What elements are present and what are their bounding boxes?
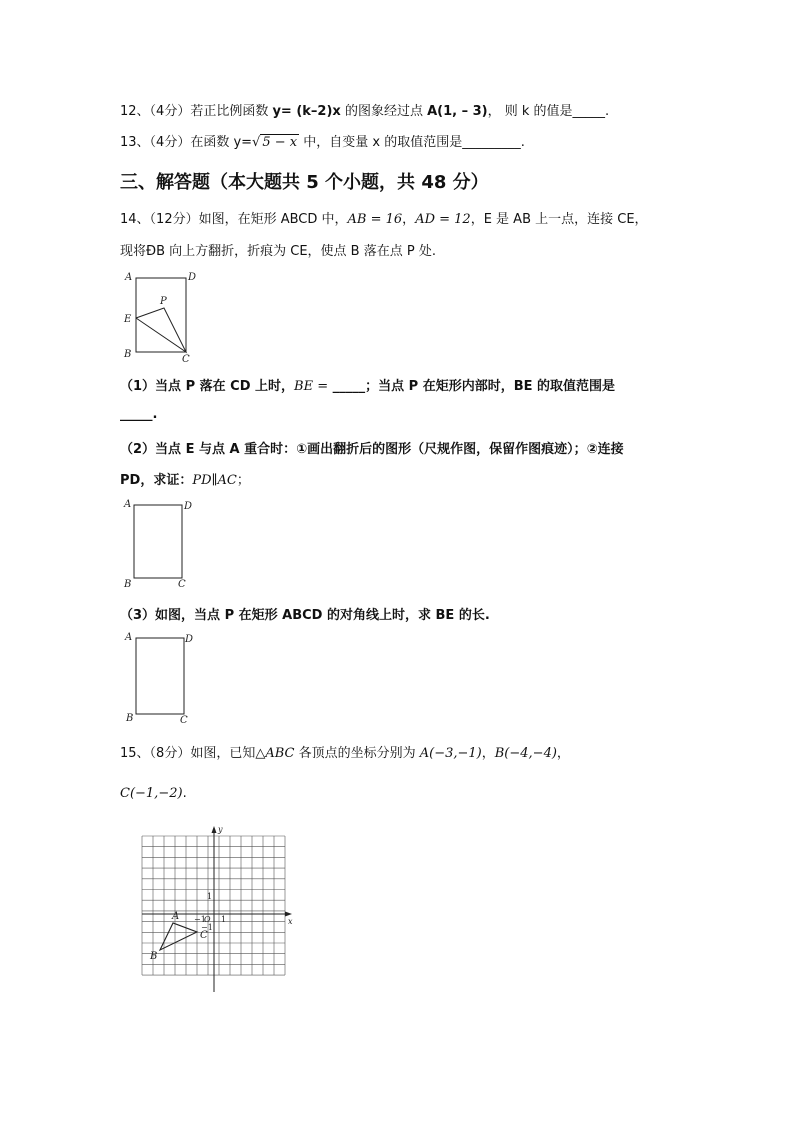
figure-rectangle-2 — [122, 497, 202, 592]
triangle-label-a: A — [172, 911, 180, 922]
x-axis-label: x — [288, 917, 293, 926]
question-15-line2: C(−1,−2). — [120, 786, 187, 801]
label-c: C — [178, 579, 186, 590]
label-p: P — [160, 296, 167, 307]
radicand: 5 − x — [262, 135, 298, 150]
label-d: D — [185, 634, 194, 645]
function-expression: y= (k–2)x — [272, 104, 341, 119]
question-14-part3: （3）如图，当点 P 在矩形 ABCD 的对角线上时，求 BE 的长. — [120, 608, 490, 623]
label-a: A — [125, 272, 133, 283]
question-13: 13、（4分）在函数 y=√ 5 − x 中，自变量 x 的取值范围是_________. — [120, 135, 525, 150]
x-tick-one: 1 — [221, 915, 227, 924]
question-14-line1: 14、（12分）如图，在矩形 ABCD 中，AB = 16，AD = 12，E 是 AB 上一点，连接 CE， — [120, 212, 648, 227]
label-b: B — [124, 349, 132, 360]
label-c: C — [182, 354, 190, 365]
triangle-label-c: C — [200, 930, 208, 941]
question-14-line2: 现将ÐB 向上方翻折，折痕为 CE，使点 B 落在点 P 处. — [120, 244, 436, 259]
question-14-part2: （2）当点 E 与点 A 重合时：①画出翻折后的图形（尺规作图，保留作图痕迹）；②连接 — [120, 442, 624, 457]
label-a: A — [125, 632, 133, 643]
x-tick-neg-one: −1 — [194, 915, 206, 924]
question-12: 12、（4分）若正比例函数 y= (k–2)x 的图象经过点 A(1, – 3)， 则 k 的值是_____. — [120, 104, 610, 119]
label-c: C — [180, 715, 188, 726]
label-b: B — [126, 713, 134, 724]
figure-fold-rectangle — [122, 270, 202, 365]
label-d: D — [184, 501, 193, 512]
label-d: D — [188, 272, 197, 283]
triangle-label-b: B — [150, 951, 158, 962]
question-14-part1-cont: _____. — [120, 407, 158, 422]
section-heading: 三、解答题（本大题共 5 个小题，共 48 分） — [120, 172, 489, 193]
label-b: B — [124, 579, 132, 590]
figure-rectangle-3 — [122, 630, 202, 725]
coordinate-grid — [130, 820, 300, 995]
label-e: E — [124, 314, 132, 325]
question-14-part1: （1）当点 P 落在 CD 上时，BE = _____；当点 P 在矩形内部时，BE 的取值范围是 — [120, 379, 616, 394]
y-axis-label: y — [218, 825, 223, 834]
question-15-line1: 15、（8分）如图，已知△ABC 各顶点的坐标分别为 A(−3,−1)，B(−4,−4)， — [120, 746, 570, 761]
point-a: A(1, – 3) — [427, 104, 488, 119]
y-tick-neg-one: −1 — [201, 923, 213, 932]
question-14-part2-cont: PD，求证：PD∥AC； — [120, 473, 250, 488]
label-a: A — [124, 499, 132, 510]
y-tick-one: 1 — [207, 892, 213, 901]
origin-label: O — [204, 915, 211, 924]
